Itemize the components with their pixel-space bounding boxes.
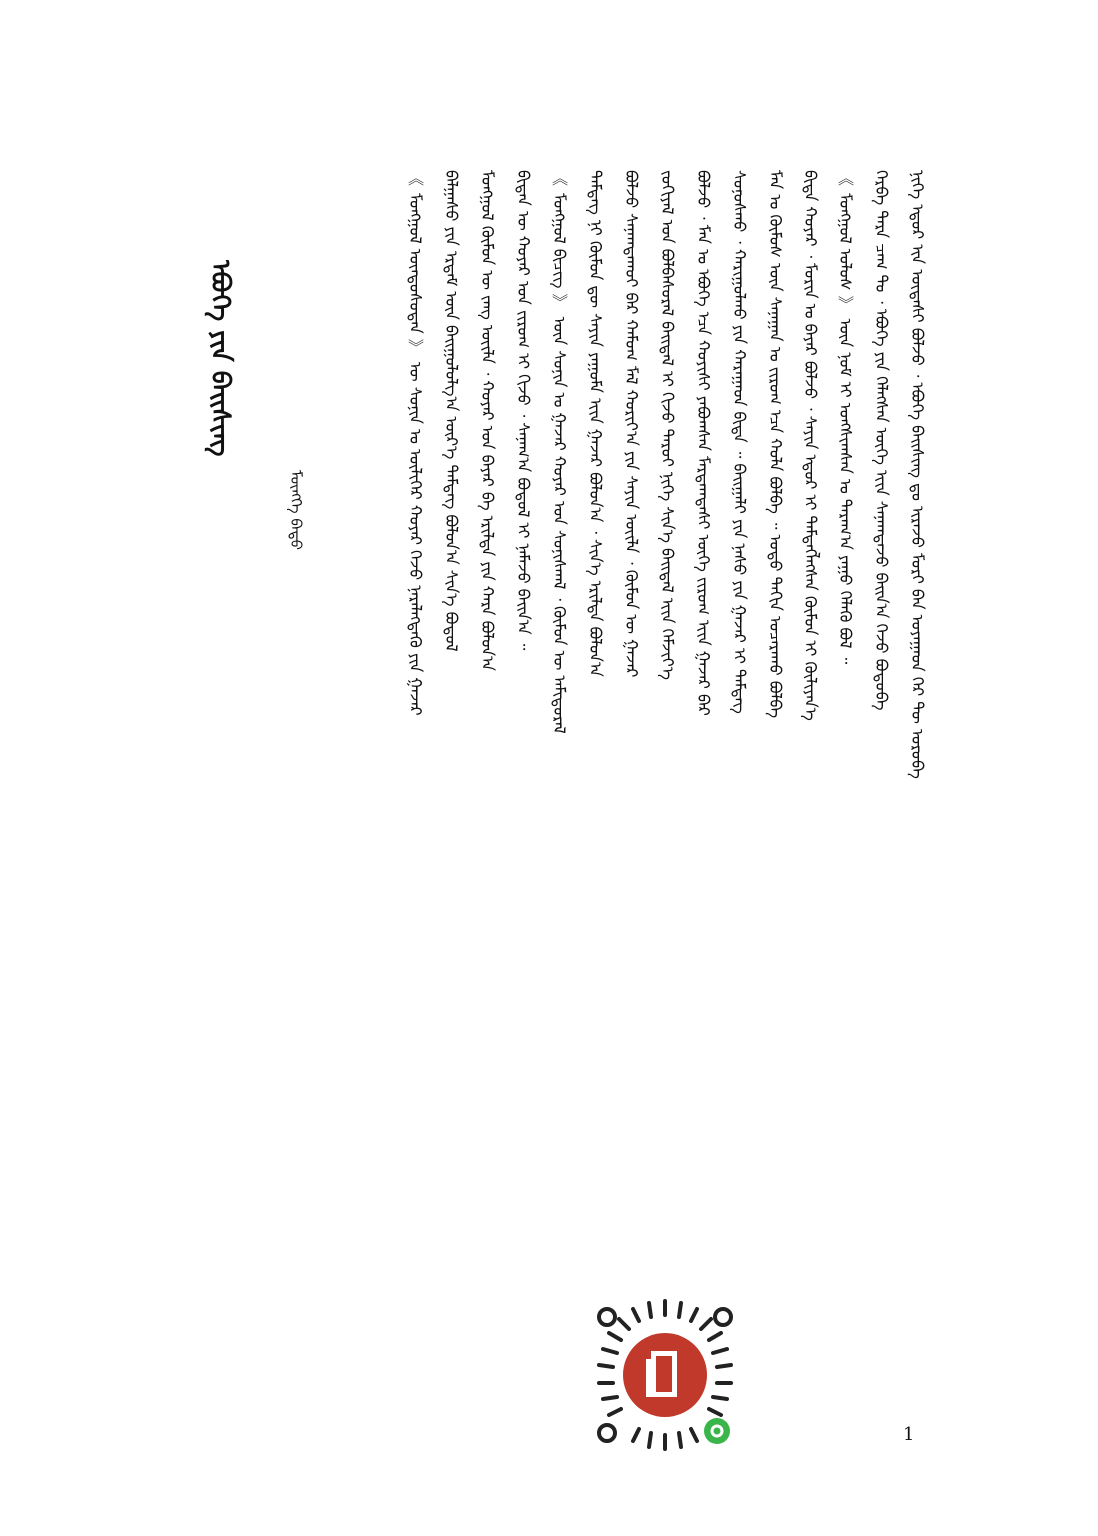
body-line: ᠪᠢᠳᠡ ᠬᠣᠶᠠᠷ ᠂ ᠮᠣᠷᠢᠨ ᠤ ᠪᠠᠶᠠᠷ ᠪᠣᠯᠵᠤ ᠂ ᠰᠠᠶᠢᠨ ᠡᠳᠦᠷ ᠢ ᠲᠡᠮᠳᠡᠭᠯᠡᠭᠰᠡᠨ ᠬᠦᠮᠦᠨ ᠢ ᠬᠦᠯᠢᠶᠡᠨ᠎ᠡ [801,170,820,721]
body-line: ᠲᠡᠮᠳᠡᠭ ᠨᠢ ᠬᠦᠮᠦᠨ ᠳᠦ ᠰᠠᠶᠢᠨ ᠶᠠᠭᠤᠮᠠ ᠢᠢᠨ ᠭᠠᠵᠠᠷ ᠪᠣᠯᠤᠨ᠎ᠠ ᠂ ᠰᠢᠨ᠎ᠡ ᠡᠷᠢᠯᠲᠡ ᠪᠣᠯᠤᠨ᠎ᠠ [586,170,605,677]
body-line: ᠰᠣᠨᠣᠰᠬᠤ ᠂ ᠬᠠᠷᠢᠭᠤᠯᠬᠤ ᠶᠢᠨ ᠬᠠᠷᠠᠭᠠᠳ ᠪᠢᠳᠡ ᠃ ᠪᠠᠢᠭᠠᠯᠢ ᠶᠢᠨ ᠨᠠᠰᠤ ᠶᠢᠨ ᠭᠠᠵᠠᠷ ᠢ ᠲᠡᠮᠳᠡᠭ [730,170,749,714]
body-line: ᠪᠣᠯᠵᠤ ᠰᠠᠨᠠᠭᠳᠠᠬᠤᠢ ᠪᠠᠷ ᠬᠠᠮᠤᠭ ᠮᠠᠯ ᠬᠣᠷᠢᠶ᠎ᠠ ᠶᠢᠨ ᠰᠠᠶᠢᠨ ᠦᠢᠯᠡ ᠂ ᠬᠦᠮᠦᠨ ᠦ ᠭᠠᠵᠠᠷ [622,170,641,678]
body-line: 《 ᠮᠣᠩᠭᠣᠯ ᠪᠢᠴᠢᠭ 》 ᠦᠨ ᠰᠣᠨᠢᠨ ᠤ ᠭᠠᠵᠠᠷ ᠬᠣᠶᠠᠷ ᠤᠨ ᠰᠣᠨᠢᠰᠬᠠᠯ ᠂ ᠬᠦᠮᠦᠨ ᠦ ᠠᠮᠢᠳᠤᠷᠠᠯ [550,170,569,734]
body-line: ᠨᠢᠭᠡ ᠡᠳᠦᠷ ᠢᠨ ᠦᠳᠡᠰᠢ ᠪᠣᠯᠵᠤ ᠂ ᠡᠪᠦᠭᠡ ᠪᠠᠢᠰᠢᠩ ᠳᠤ ᠢᠷᠡᠵᠦ ᠮᠣᠷᠢ ᠪᠡᠨ ᠤᠶᠠᠭᠠᠳ ᠭᠡᠷ ᠲᠦ ᠣᠷᠣᠪᠠ [908,170,927,779]
body-line: ᠪᠠᠯᠭᠠᠰᠤ ᠶᠢᠨ ᠡᠷᠳᠡᠮ ᠦᠨ ᠪᠠᠢᠭᠤᠯᠤᠯᠭ᠎ᠠ ᠦᠷ᠎ᠡ ᠲᠡᠮᠳᠡᠭ ᠪᠣᠯᠤᠨ᠎ᠠ ᠰᠢᠨ᠎ᠡ ᠪᠣᠳᠣᠯ [442,170,461,652]
article-title: ᠡᠪᠦᠭᠡ ᠶᠢᠨ ᠪᠠᠢᠰᠢᠩ [205,260,235,457]
article-author: ᠮᠥᠩᠬᠡ ᠪᠠᠲᠦ [287,470,305,551]
body-line: ᠬᠡᠷᠪᠡ ᠲᠡᠷᠡ ᠴᠠᠭ ᠲᠤ ᠂ ᠡᠪᠦᠭᠡ ᠶᠢᠨ ᠬᠡᠯᠡᠭᠰᠡᠨ ᠦᠭᠡ ᠢᠢᠨ ᠰᠠᠨᠠᠭᠳᠠᠵᠤ ᠪᠠᠢᠨ᠎ᠠ ᠭᠡᠵᠦ ᠪᠣᠳᠣᠪᠠ [872,170,891,711]
body-line: ᠮᠠᠨ ᠤ ᠬᠦᠮᠦᠰ ᠦᠨ ᠰᠠᠨᠠᠭᠠᠨ ᠤ ᠵᠢᠷᠤᠭ ᠡᠴᠡ ᠬᠣᠯᠠ ᠪᠣᠯᠪᠠ ᠃ ᠣᠳᠣ ᠳᠠᠬᠢᠨ ᠤᠴᠠᠷᠠᠬᠤ ᠪᠣᠯᠪᠠ [766,170,785,719]
page-number: 1 [903,1424,915,1445]
body-line: ᠮᠣᠩᠭᠣᠯ ᠬᠦᠮᠦᠨ ᠦ ᠵᠠᠩ ᠦᠢᠯᠡ ᠂ ᠬᠣᠶᠠᠷ ᠤᠨ ᠪᠠᠶᠠᠷ ᠪᠠ ᠡᠷᠢᠯᠲᠡ ᠶᠢᠨ ᠬᠠᠷᠠ ᠪᠣᠯᠤᠨ᠎ᠠ [478,170,497,671]
body-line: ᠵᠣᠬᠢᠶᠠᠯ ᠤᠨ ᠪᠣᠯᠪᠠᠰᠤᠷᠠᠯ ᠪᠠᠢᠳᠠᠯ ᠢ ᠬᠢᠵᠦ ᠳᠠᠷᠤᠢ ᠨᠢᠭᠡ ᠰᠢᠨ᠎ᠡ ᠪᠠᠢᠳᠠᠯ ᠢᠢᠨ ᠬᠡᠮᠵᠢᠶ᠎ᠡ [658,170,677,680]
mini-program-code-icon[interactable] [585,1295,745,1455]
body-line: 《 ᠮᠣᠩᠭᠣᠯ ᠤᠯᠤᠰ 》 ᠦᠨ ᠨᠣᠮ ᠢ ᠤᠩᠰᠢᠭᠰᠠᠨ ᠤ ᠳᠠᠷᠠᠭ᠎ᠠ ᠶᠠᠭᠤ ᠬᠡᠯᠡᠬᠦ ᠪᠣᠯ ᠃ [836,170,855,665]
body-line: 《 ᠮᠣᠩᠭᠣᠯ ᠦᠨᠳᠦᠰᠦᠲᠡᠨ 》 ᠦ ᠰᠣᠨᠢᠨ ᠤ ᠦᠯᠢᠭᠡᠷ ᠬᠣᠶᠠᠷ ᠭᠡᠵᠦ ᠨᠡᠷᠡᠯᠡᠭᠳᠡᠬᠦ ᠶᠢᠨ ᠭᠠᠵᠠᠷ [406,170,425,716]
body-line: ᠪᠣᠯᠵᠤ ᠂ ᠮᠠᠨ ᠤ ᠡᠪᠦᠭᠡ ᠡᠴᠡ ᠬᠣᠶᠢᠰᠢ ᠶᠠᠪᠤᠭᠰᠠᠨ ᠮᠠᠷᠲᠠᠭᠳᠠᠰᠢ ᠦᠭᠡ ᠵᠢᠷᠤᠭ ᠢᠢᠨ ᠭᠠᠵᠠᠷ ᠪᠠᠷ [694,170,713,716]
body-line: ᠪᠢᠳᠡᠨ ᠦ ᠬᠣᠶᠠᠷ ᠤᠨ ᠵᠢᠷᠤᠭ ᠢ ᠬᠢᠵᠦ ᠂ ᠰᠠᠨᠠᠭ᠎ᠠ ᠪᠣᠳᠣᠯ ᠢ ᠨᠡᠮᠡᠵᠦ ᠪᠠᠢᠨ᠎ᠠ ᠃ [514,170,533,651]
